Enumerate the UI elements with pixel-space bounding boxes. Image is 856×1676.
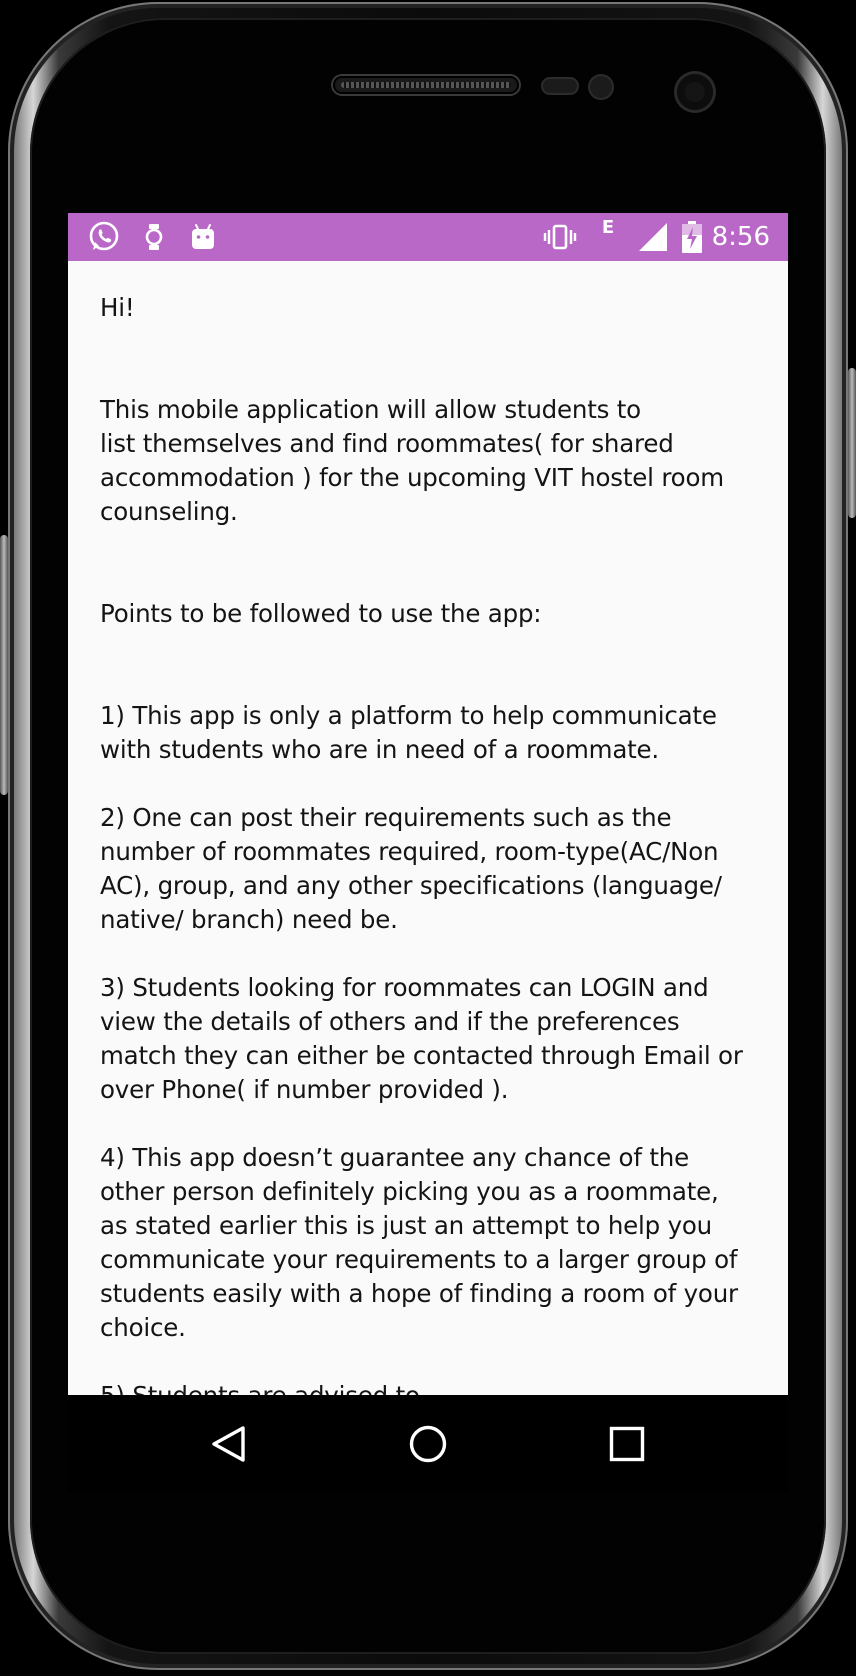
point-item: 1) This app is only a platform to help communicate with students who are in need of a roommate. xyxy=(100,701,717,764)
points-heading: Points to be followed to use the app: xyxy=(100,599,542,628)
device-screen xyxy=(68,213,788,1493)
info-content[interactable] xyxy=(68,261,788,1395)
whatsapp-icon xyxy=(86,213,122,261)
status-bar xyxy=(68,213,788,261)
signal-icon xyxy=(636,213,670,261)
earpiece-speaker xyxy=(333,76,519,94)
speaker-grill xyxy=(341,82,511,88)
intro-paragraph: This mobile application will allow students to list themselves and find roommates( for shared accommodation ) for the upcoming VIT hostel room counseling. xyxy=(100,395,724,526)
back-button[interactable] xyxy=(184,1395,274,1493)
proximity-sensor xyxy=(543,79,577,93)
point-item: 2) One can post their requirements such as the number of roommates required, room-type(AC/Non AC), group, and any other specifications (language/ native/ branch) need be. xyxy=(100,803,722,934)
greeting-text: Hi! xyxy=(100,293,135,322)
front-camera xyxy=(677,74,713,110)
point-item: 3) Students looking for roommates can LOGIN and view the details of others and if the preferences match they can either be contacted through Email or over Phone( if number provided ). xyxy=(100,973,743,1104)
navigation-bar xyxy=(68,1395,788,1493)
back-icon xyxy=(209,1424,249,1464)
light-sensor xyxy=(590,76,612,98)
watch-icon xyxy=(139,213,169,261)
status-bar-time: 8:56 xyxy=(711,222,770,252)
android-debug-icon xyxy=(185,213,221,261)
home-icon xyxy=(408,1424,448,1464)
network-type-label: E xyxy=(601,217,615,238)
power-button xyxy=(848,368,856,518)
point-item: 4) This app doesn’t guarantee any chance of the other person definitely picking you as a roommate, as stated earlier this is just an attempt to help you communicate your requirements to a larger group of students easily with a hope of finding a room of your choice. xyxy=(100,1143,738,1342)
network-type-icon xyxy=(596,213,620,261)
volume-button xyxy=(0,535,8,795)
home-button[interactable] xyxy=(383,1395,473,1493)
recents-button[interactable] xyxy=(582,1395,672,1493)
recents-icon xyxy=(609,1426,645,1462)
vibrate-icon xyxy=(540,213,580,261)
battery-charging-icon xyxy=(679,213,705,261)
